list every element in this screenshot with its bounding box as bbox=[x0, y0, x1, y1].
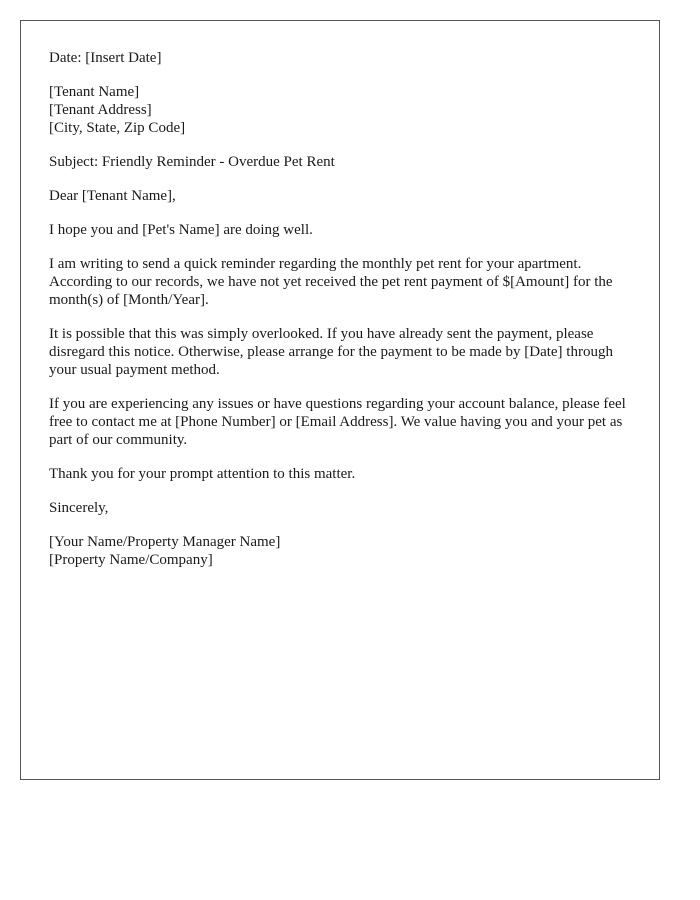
letter-page bbox=[20, 20, 660, 780]
paragraph-thanks: Thank you for your prompt attention to this matter. bbox=[49, 466, 356, 482]
paragraph-greeting: I hope you and [Pet's Name] are doing well. bbox=[49, 222, 313, 238]
paragraph-contact: If you are experiencing any issues or have questions regarding your account balance, please feel free to contact me at [Phone Number] or [Email Address]. We value having you and your pet as part of our community. bbox=[49, 396, 626, 448]
salutation bbox=[49, 187, 631, 205]
recipient-name: [Tenant Name] bbox=[49, 84, 140, 100]
subject-text: Subject: Friendly Reminder - Overdue Pet Rent bbox=[49, 154, 335, 170]
signature-name: [Your Name/Property Manager Name] bbox=[49, 534, 281, 550]
salutation-text: Dear [Tenant Name], bbox=[49, 188, 176, 204]
paragraph-overlooked: It is possible that this was simply overlooked. If you have already sent the payment, please disregard this notice. Otherwise, please arrange for the payment to be made by [Date] through your usual payment method. bbox=[49, 326, 613, 378]
closing-text: Sincerely, bbox=[49, 500, 109, 516]
signature-block bbox=[49, 533, 631, 569]
date-line bbox=[49, 49, 631, 67]
subject-line bbox=[49, 153, 631, 171]
recipient-street: [Tenant Address] bbox=[49, 102, 152, 118]
date-text: Date: [Insert Date] bbox=[49, 50, 162, 66]
signature-company: [Property Name/Company] bbox=[49, 552, 213, 568]
recipient-address bbox=[49, 83, 631, 137]
recipient-city-state-zip: [City, State, Zip Code] bbox=[49, 120, 186, 136]
paragraph-reminder: I am writing to send a quick reminder regarding the monthly pet rent for your apartment. According to our records, we have not yet received the pet rent payment of $[Amount] for the month(s) of [Month/Year]. bbox=[49, 256, 613, 308]
closing bbox=[49, 499, 631, 517]
